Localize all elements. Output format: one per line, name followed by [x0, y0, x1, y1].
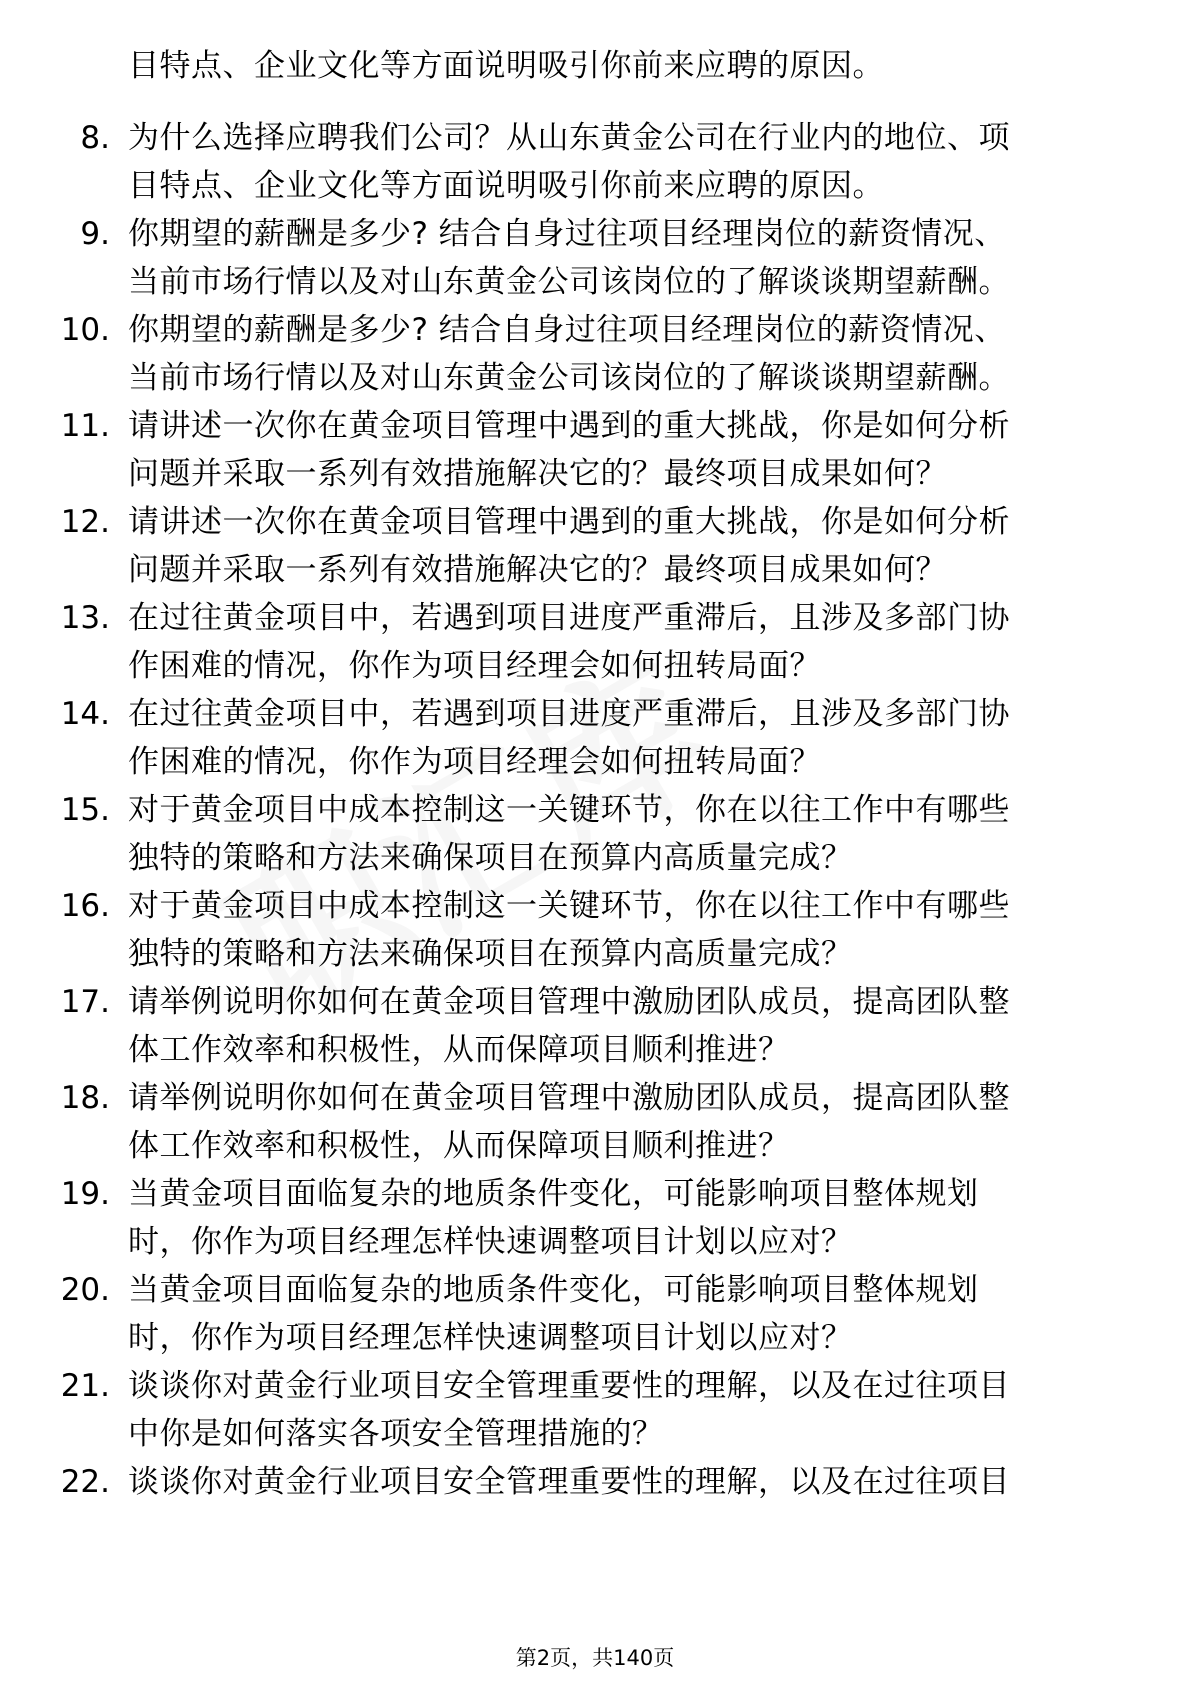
item-text-line: 当黄金项目面临复杂的地质条件变化，可能影响项目整体规划: [128, 1176, 979, 1212]
list-item: [0, 306, 1190, 406]
item-text-line: 中你是如何落实各项安全管理措施的？: [128, 1416, 664, 1452]
item-text-line: 谈谈你对黄金行业项目安全管理重要性的理解，以及在过往项目: [128, 1368, 1010, 1404]
list-item: [0, 1458, 1190, 1558]
item-text-line: 在过往黄金项目中，若遇到项目进度严重滞后，且涉及多部门协: [128, 600, 1010, 636]
item-text-line: 当前市场行情以及对山东黄金公司该岗位的了解谈谈期望薪酬。: [128, 264, 1010, 300]
item-number: 16.: [60, 888, 110, 924]
item-text-line: 体工作效率和积极性，从而保障项目顺利推进？: [128, 1032, 790, 1068]
list-item: [0, 498, 1190, 598]
list-item: [0, 1266, 1190, 1366]
item-number: 13.: [60, 600, 110, 636]
item-text-line: 请讲述一次你在黄金项目管理中遇到的重大挑战，你是如何分析: [128, 408, 1010, 444]
item-number: 21.: [60, 1368, 110, 1404]
item-text-line: 在过往黄金项目中，若遇到项目进度严重滞后，且涉及多部门协: [128, 696, 1010, 732]
item-text-line: 当黄金项目面临复杂的地质条件变化，可能影响项目整体规划: [128, 1272, 979, 1308]
list-item: [0, 114, 1190, 214]
list-item: [0, 1170, 1190, 1270]
item-number: 15.: [60, 792, 110, 828]
item-text-line: 请举例说明你如何在黄金项目管理中激励团队成员，提高团队整: [128, 1080, 1010, 1116]
item-number: 12.: [60, 504, 110, 540]
item-text-line: 体工作效率和积极性，从而保障项目顺利推进？: [128, 1128, 790, 1164]
item-text-line: 对于黄金项目中成本控制这一关键环节，你在以往工作中有哪些: [128, 888, 1010, 924]
item-text-line: 作困难的情况，你作为项目经理会如何扭转局面？: [128, 648, 821, 684]
item-text-line: 问题并采取一系列有效措施解决它的？最终项目成果如何？: [128, 552, 947, 588]
list-item: [0, 978, 1190, 1078]
item-text-line: 谈谈你对黄金行业项目安全管理重要性的理解，以及在过往项目: [128, 1464, 1010, 1500]
item-number: 17.: [60, 984, 110, 1020]
item-text-line: 作困难的情况，你作为项目经理会如何扭转局面？: [128, 744, 821, 780]
item-number: 18.: [60, 1080, 110, 1116]
list-item: [0, 882, 1190, 982]
item-text-line: 时，你作为项目经理怎样快速调整项目计划以应对？: [128, 1224, 853, 1260]
list-item: [0, 786, 1190, 886]
item-text-line: 目特点、企业文化等方面说明吸引你前来应聘的原因。: [128, 168, 884, 204]
list-item: [0, 594, 1190, 694]
item-number: 22.: [60, 1464, 110, 1500]
page-footer: 第2页，共140页: [515, 1646, 675, 1670]
continuation-line: 目特点、企业文化等方面说明吸引你前来应聘的原因。: [128, 48, 884, 84]
item-number: 10.: [60, 312, 110, 348]
item-text-line: 独特的策略和方法来确保项目在预算内高质量完成？: [128, 840, 853, 876]
item-number: 9.: [80, 216, 110, 252]
list-item: [0, 690, 1190, 790]
item-number: 19.: [60, 1176, 110, 1212]
item-text-line: 请讲述一次你在黄金项目管理中遇到的重大挑战，你是如何分析: [128, 504, 1010, 540]
item-text-line: 问题并采取一系列有效措施解决它的？最终项目成果如何？: [128, 456, 947, 492]
item-number: 8.: [80, 120, 110, 156]
list-item: [0, 1362, 1190, 1462]
item-text-line: 独特的策略和方法来确保项目在预算内高质量完成？: [128, 936, 853, 972]
item-number: 14.: [60, 696, 110, 732]
item-number: 11.: [60, 408, 110, 444]
item-text-line: 对于黄金项目中成本控制这一关键环节，你在以往工作中有哪些: [128, 792, 1010, 828]
item-text-line: 你期望的薪酬是多少? 结合自身过往项目经理岗位的薪资情况、: [128, 312, 1006, 348]
item-text-line: 时，你作为项目经理怎样快速调整项目计划以应对？: [128, 1320, 853, 1356]
item-text-line: 你期望的薪酬是多少? 结合自身过往项目经理岗位的薪资情况、: [128, 216, 1006, 252]
item-number: 20.: [60, 1272, 110, 1308]
list-item: [0, 402, 1190, 502]
list-item: [0, 1074, 1190, 1174]
list-item: [0, 210, 1190, 310]
item-text-line: 请举例说明你如何在黄金项目管理中激励团队成员，提高团队整: [128, 984, 1010, 1020]
item-text-line: 当前市场行情以及对山东黄金公司该岗位的了解谈谈期望薪酬。: [128, 360, 1010, 396]
item-text-line: 为什么选择应聘我们公司？从山东黄金公司在行业内的地位、项: [128, 120, 1010, 156]
